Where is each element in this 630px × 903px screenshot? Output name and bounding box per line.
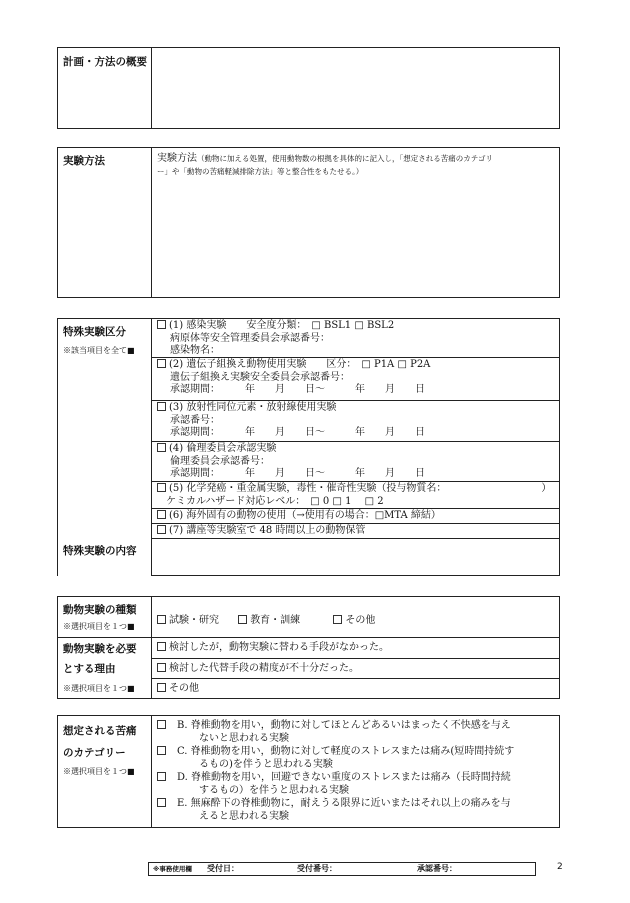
special-section xyxy=(57,318,560,576)
special-item-4-line2: 倫理委員会承認番号： xyxy=(170,455,270,467)
category-label-2: のカテゴリー xyxy=(63,747,126,759)
category-option-e[interactable]: E. 無麻酔下の脊椎動物に，耐えうる限界に近いまたはそれ以上の痛みを与 えると思われる実験 xyxy=(152,797,559,822)
kind-label-cell xyxy=(58,597,152,637)
special-item-2 xyxy=(152,358,559,397)
checkbox-icon[interactable] xyxy=(157,772,166,781)
special-item-6 xyxy=(152,509,559,523)
category-label-1: 想定される苦痛 xyxy=(63,725,137,737)
category-options xyxy=(152,716,559,827)
reason-divider xyxy=(152,658,559,659)
method-title: 実験方法 xyxy=(157,153,197,164)
special-label-cell xyxy=(58,319,152,575)
special-item-1-line3: 感染物名： xyxy=(170,345,220,356)
reason-label-1: 動物実験を必要 xyxy=(63,643,137,655)
kind-options xyxy=(152,597,559,637)
category-option-e-line2: えると思われる実験 xyxy=(199,810,289,822)
kind-reason-section xyxy=(57,596,560,699)
checkbox-icon[interactable] xyxy=(157,443,166,452)
kind-note: ※選択項目を１つ■ xyxy=(63,622,135,631)
reason-label-cell xyxy=(58,638,152,698)
method-content-area[interactable] xyxy=(152,148,559,297)
reason-divider xyxy=(152,678,559,679)
reason-option-2[interactable]: 検討した代替手段の精度が不十分だった。 xyxy=(152,662,359,675)
special-item-5-line1: (5) 化学発癌・重金属実験，毒性・催奇性実験（投与物質名： ） xyxy=(169,483,552,494)
reason-options xyxy=(152,638,559,698)
reason-note: ※選択項目を１つ■ xyxy=(63,684,135,693)
reason-option-3[interactable]: その他 xyxy=(152,682,199,695)
special-item-5 xyxy=(152,482,559,508)
special-item-3-line1: (3) 放射性同位元素・放射線使用実験 xyxy=(169,402,337,413)
reason-option-1[interactable]: 検討したが，動物実験に替わる手段がなかった。 xyxy=(152,638,559,654)
checkbox-icon[interactable] xyxy=(157,642,166,651)
method-note-line1: （動物に加える処置，使用動物数の根拠を具体的に記入し，「想定される苦痛のカテゴリ xyxy=(197,154,493,163)
checkbox-icon[interactable] xyxy=(157,525,166,534)
special-item-2-line1: (2) 遺伝子組換え動物使用実験 区分： □ P1A □ P2A xyxy=(169,359,431,370)
kind-option-other[interactable]: その他 xyxy=(333,615,375,626)
category-option-b-line2: ないと思われる実験 xyxy=(199,732,289,744)
kind-option-research[interactable]: 試験・研究 xyxy=(157,615,219,626)
category-option-d[interactable]: D. 脊椎動物を用い，回避できない重度のストレスまたは痛み（長時間持続 するもの）を伴うと思われる実験 xyxy=(152,771,559,796)
special-item-4-line3: 承認期間： 年 月 日～ 年 月 日 xyxy=(170,468,425,479)
checkbox-icon[interactable] xyxy=(238,615,247,624)
special-item-3-line3: 承認期間： 年 月 日～ 年 月 日 xyxy=(170,427,425,438)
special-item-3 xyxy=(152,401,559,440)
checkbox-icon[interactable] xyxy=(157,359,166,368)
reason-row xyxy=(58,638,559,698)
special-item-2-line2: 遺伝子組換え実験安全委員会承認番号： xyxy=(170,371,350,383)
special-item-1-line1: (1) 感染実験 安全度分類： □ BSL1 □ BSL2 xyxy=(169,320,395,331)
page-number: 2 xyxy=(557,862,563,872)
category-option-c[interactable]: C. 脊椎動物を用い，動物に対して軽度のストレスまたは痛み(短時間持続す るもの)を伴うと思われる実験 xyxy=(152,745,559,770)
checkbox-icon[interactable] xyxy=(333,615,342,624)
special-note: ※該当項目を全て■ xyxy=(63,346,135,355)
kind-label: 動物実験の種類 xyxy=(63,604,137,616)
special-content-label: 特殊実験の内容 xyxy=(63,545,137,557)
special-item-6-line1: (6) 海外固有の動物の使用（→使用有の場合：□MTA 締結） xyxy=(169,510,441,521)
method-label-cell xyxy=(58,148,152,297)
special-label: 特殊実験区分 xyxy=(63,326,126,338)
received-date-label: 受付日： xyxy=(207,864,239,873)
plan-label: 計画・方法の概要 xyxy=(63,56,147,68)
category-option-b[interactable]: B. 脊椎動物を用い，動物に対してほとんどあるいはまったく不快感を与え ないと思われる実験 xyxy=(152,719,559,744)
checkbox-icon[interactable] xyxy=(157,663,166,672)
special-content-area[interactable] xyxy=(152,539,559,575)
office-use-label: ※事務使用欄 xyxy=(153,865,192,873)
category-option-d-line2: するもの）を伴うと思われる実験 xyxy=(199,784,349,796)
checkbox-icon[interactable] xyxy=(157,510,166,519)
checkbox-icon[interactable] xyxy=(157,320,166,329)
special-content-label-cell xyxy=(58,538,152,576)
plan-content-area[interactable] xyxy=(152,48,559,128)
special-item-1-line2: 病原体等安全管理委員会承認番号： xyxy=(170,332,330,344)
method-label: 実験方法 xyxy=(63,155,105,167)
reason-label-2: とする理由 xyxy=(63,663,116,675)
checkbox-icon[interactable] xyxy=(157,720,166,729)
checkbox-icon[interactable] xyxy=(157,483,166,492)
category-label-cell xyxy=(58,716,152,827)
method-section xyxy=(57,147,560,298)
received-number-label: 受付番号： xyxy=(297,864,337,873)
category-note: ※選択項目を１つ■ xyxy=(63,767,135,776)
plan-section xyxy=(57,47,560,129)
category-section xyxy=(57,715,560,828)
approval-number-label: 承認番号： xyxy=(417,864,457,873)
special-item-7 xyxy=(152,524,559,538)
kind-option-education[interactable]: 教育・訓練 xyxy=(238,615,300,626)
checkbox-icon[interactable] xyxy=(157,798,166,807)
special-item-4 xyxy=(152,442,559,481)
special-items xyxy=(152,319,559,538)
checkbox-icon[interactable] xyxy=(157,683,166,692)
checkbox-icon[interactable] xyxy=(157,402,166,411)
checkbox-icon[interactable] xyxy=(157,746,166,755)
plan-label-cell xyxy=(58,48,152,128)
office-use-box xyxy=(148,862,536,876)
category-option-c-line2: るもの)を伴うと思われる実験 xyxy=(199,758,333,770)
special-item-5-line2: ケミカルハザード対応レベル： □ 0 □ 1 □ 2 xyxy=(166,495,384,507)
method-note-line2: ー」や「動物の苦痛軽減排除方法」等と整合性をもたせる。） xyxy=(157,167,364,176)
special-item-2-line3: 承認期間： 年 月 日～ 年 月 日 xyxy=(170,384,425,395)
kind-row xyxy=(58,597,559,637)
checkbox-icon[interactable] xyxy=(157,615,166,624)
special-item-3-line2: 承認番号： xyxy=(170,414,220,426)
special-item-7-line1: (7) 講座等実験室で 48 時間以上の動物保管 xyxy=(169,525,366,536)
special-item-4-line1: (4) 倫理委員会承認実験 xyxy=(169,443,277,454)
special-item-1 xyxy=(152,319,559,357)
